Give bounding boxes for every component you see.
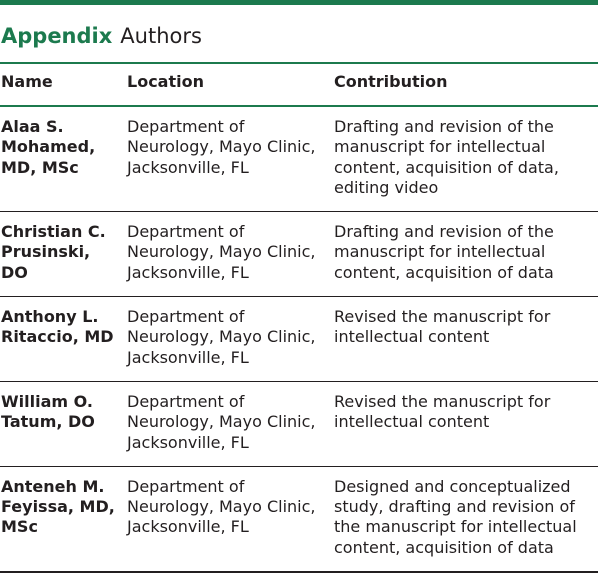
author-name: Christian C. Prusinski, DO	[0, 212, 126, 297]
table-header-row	[0, 64, 598, 106]
appendix-label: Appendix	[1, 24, 113, 48]
author-location: Department of Neurology, Mayo Clinic, Jacksonville, FL	[126, 381, 333, 466]
author-contribution: Revised the manuscript for intellectual content	[333, 297, 598, 382]
author-location: Department of Neurology, Mayo Clinic, Jacksonville, FL	[126, 106, 333, 212]
authors-table	[0, 64, 598, 573]
top-accent-bar	[0, 0, 598, 5]
author-contribution: Drafting and revision of the manuscript for intellectual content, acquisition of data	[333, 212, 598, 297]
table-row	[0, 381, 598, 466]
table-row	[0, 466, 598, 572]
appendix-title: Authors	[120, 24, 202, 48]
author-location: Department of Neurology, Mayo Clinic, Jacksonville, FL	[126, 297, 333, 382]
author-location: Department of Neurology, Mayo Clinic, Jacksonville, FL	[126, 212, 333, 297]
author-location: Department of Neurology, Mayo Clinic, Jacksonville, FL	[126, 466, 333, 572]
table-row	[0, 106, 598, 212]
author-contribution: Revised the manuscript for intellectual content	[333, 381, 598, 466]
author-name: Anteneh M. Feyissa, MD, MSc	[0, 466, 126, 572]
column-header-contribution: Contribution	[333, 64, 598, 106]
table-row	[0, 212, 598, 297]
column-header-location: Location	[126, 64, 333, 106]
column-header-name: Name	[0, 64, 126, 106]
page-title	[1, 22, 202, 50]
author-contribution: Designed and conceptualized study, drafting and revision of the manuscript for intellectual content, acquisition of data	[333, 466, 598, 572]
author-name: William O. Tatum, DO	[0, 381, 126, 466]
author-name: Alaa S. Mohamed, MD, MSc	[0, 106, 126, 212]
author-name: Anthony L. Ritaccio, MD	[0, 297, 126, 382]
table-row	[0, 297, 598, 382]
author-contribution: Drafting and revision of the manuscript for intellectual content, acquisition of data, editing video	[333, 106, 598, 212]
